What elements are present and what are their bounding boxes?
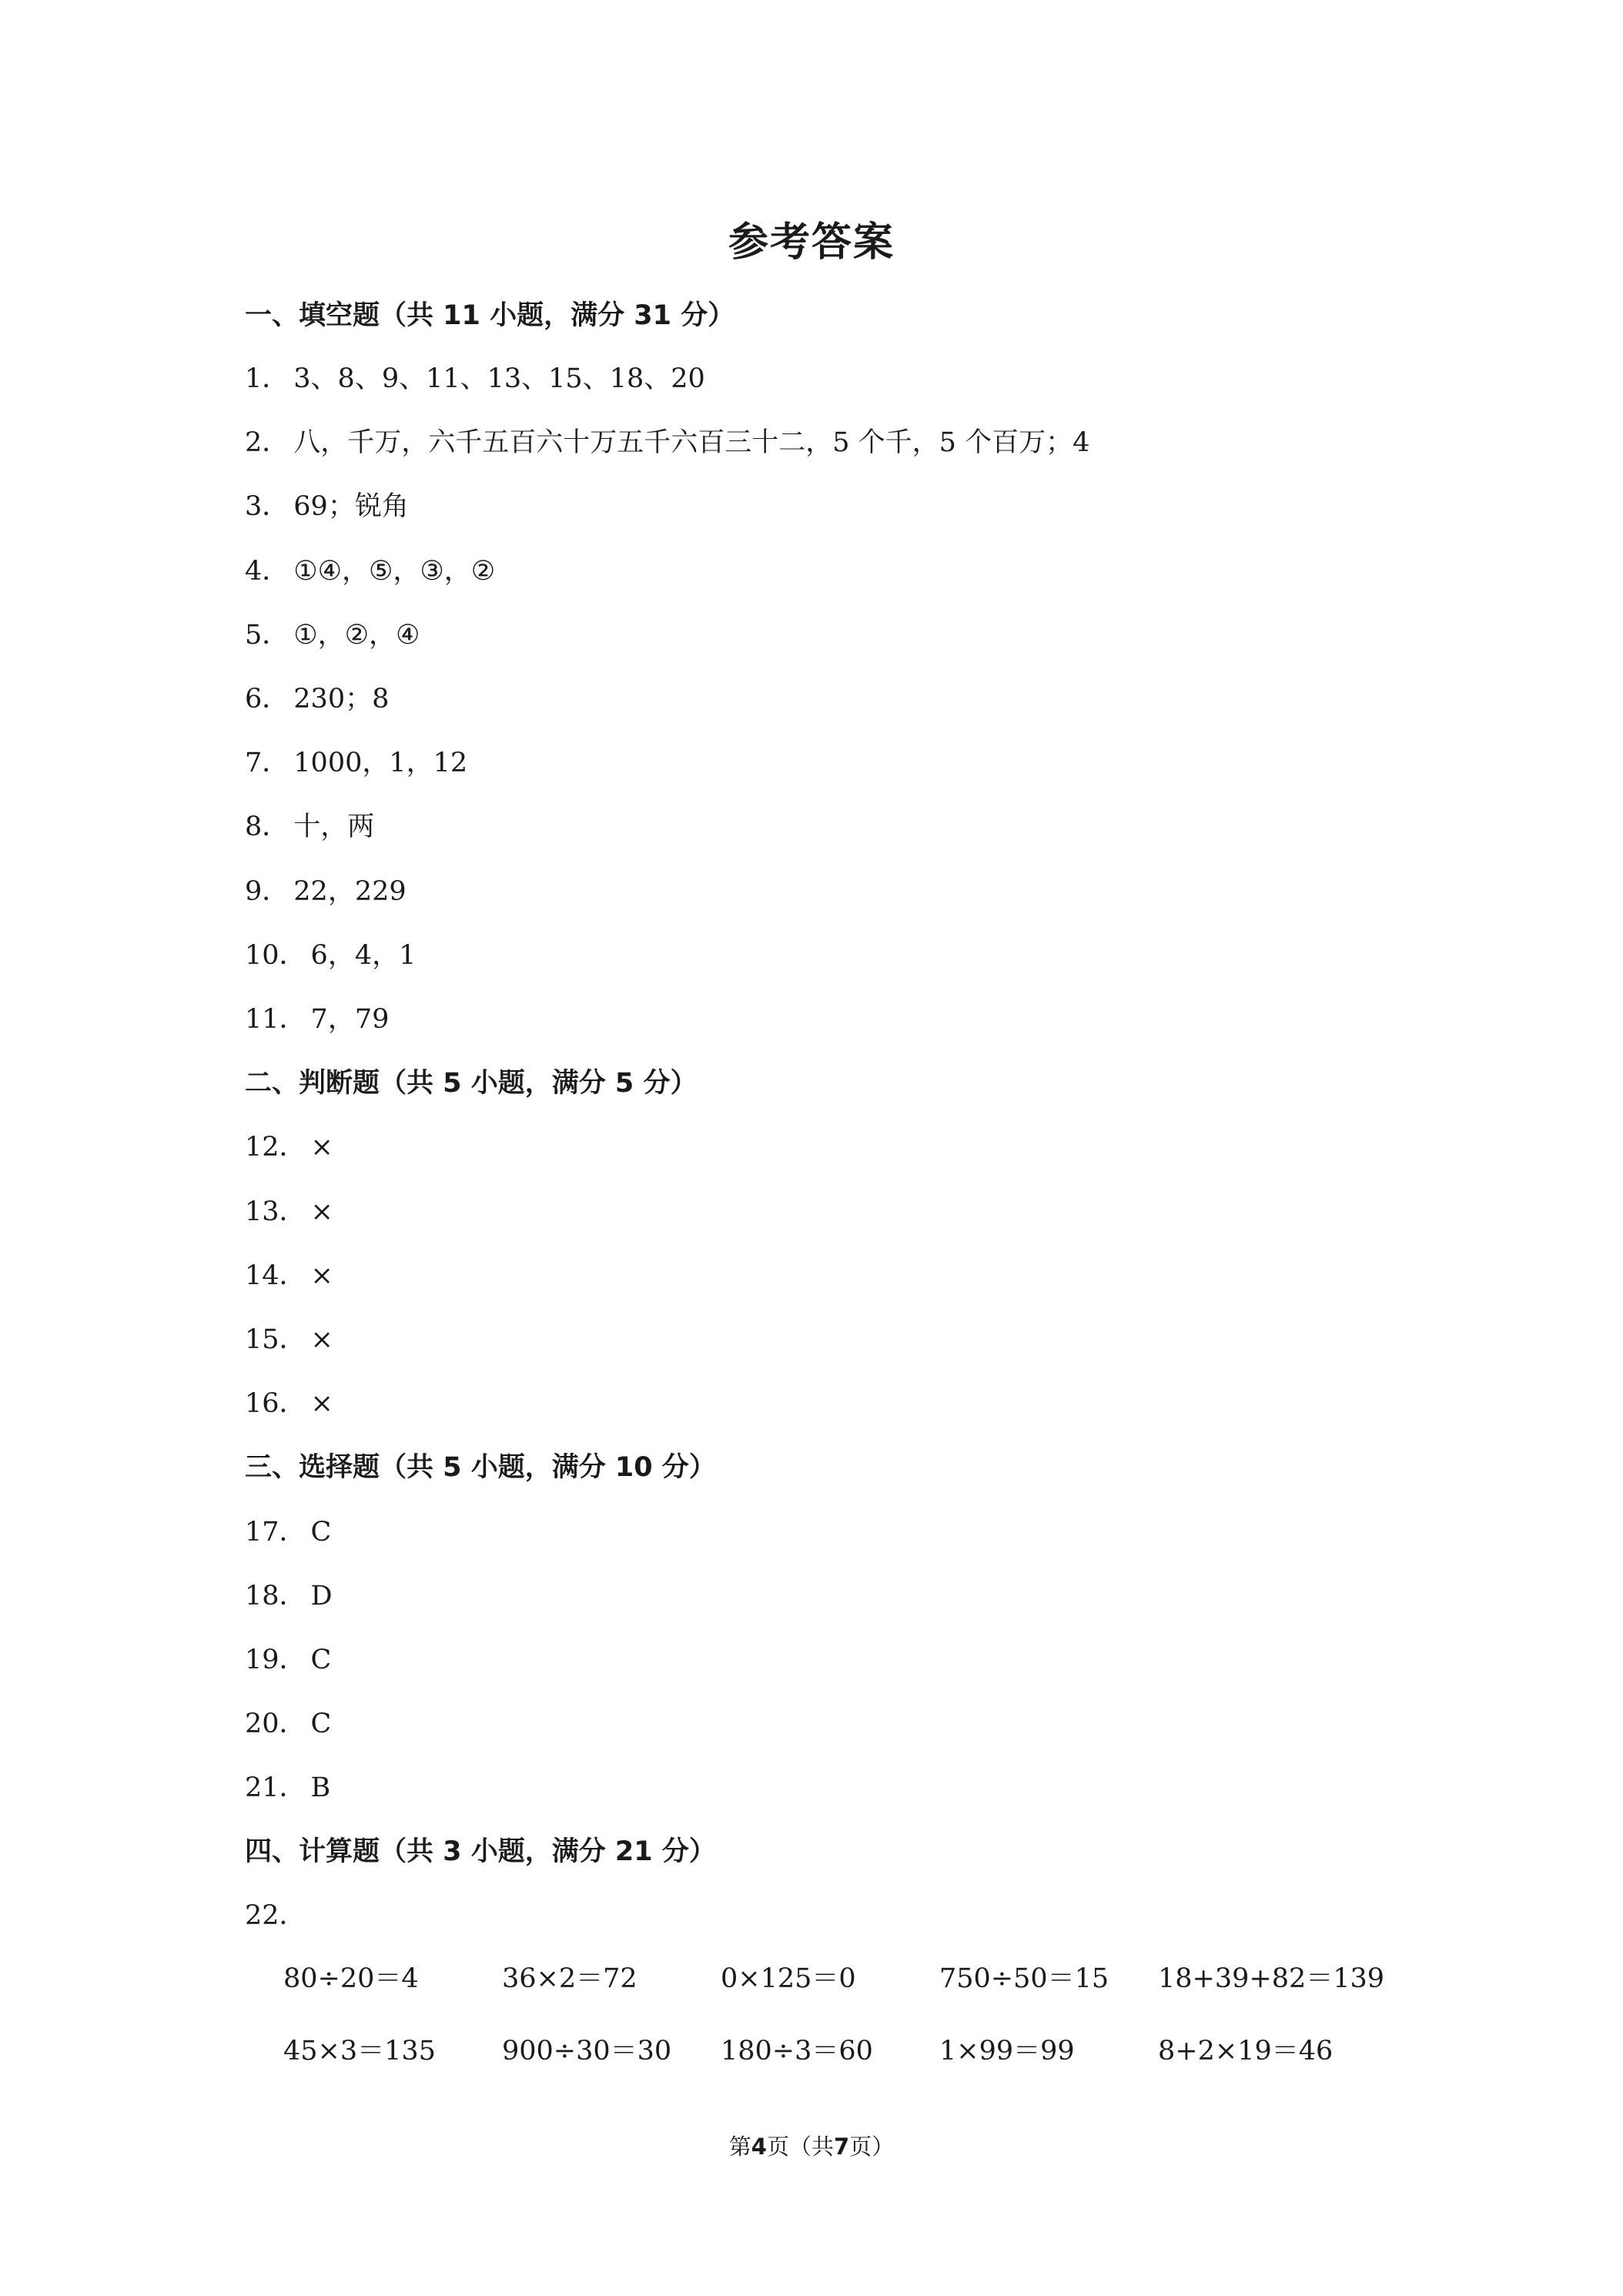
calculation-cell: 45×3＝135: [283, 2036, 436, 2067]
footer-total-pages: 7: [834, 2134, 850, 2160]
question-number: 13．: [245, 1197, 306, 1227]
footer-suffix: 页）: [849, 2134, 895, 2160]
question-number: 22．: [245, 1900, 306, 1931]
answer-row: [245, 1771, 330, 1805]
answer-text: B: [310, 1772, 331, 1803]
answer-text: 230；8: [293, 684, 390, 715]
calculation-row: [283, 1962, 1454, 2034]
section-heading-true-false: 二、判断题（共 5 小题，满分 5 分）: [245, 1068, 698, 1099]
question-number: 12．: [245, 1132, 306, 1163]
answer-text: 6，4，1: [310, 940, 417, 971]
calculation-cell: 80÷20＝4: [283, 1963, 419, 1994]
question-number: 3．: [245, 491, 289, 522]
answer-text: D: [310, 1581, 333, 1612]
calculation-cell: 18+39+82＝139: [1158, 1963, 1385, 1994]
answer-text: C: [310, 1517, 332, 1548]
calculation-cell: 0×125＝0: [721, 1963, 856, 1994]
calculation-cell: 8+2×19＝46: [1158, 2036, 1334, 2067]
answer-row: [245, 618, 420, 652]
answer-text: ×: [310, 1260, 333, 1291]
answer-row: [245, 1707, 331, 1741]
question-number: 17．: [245, 1517, 306, 1548]
answer-text: 69；锐角: [293, 491, 409, 522]
answer-row: [245, 1259, 333, 1293]
answer-row: [245, 1323, 333, 1357]
question-number: 4．: [245, 556, 289, 587]
answer-row: [245, 939, 416, 972]
page-title: 参考答案: [728, 219, 895, 266]
question-number: 10．: [245, 940, 306, 971]
answer-row: [245, 1643, 331, 1677]
calculation-cell: 36×2＝72: [502, 1963, 637, 1994]
calculation-row: [283, 2034, 1454, 2107]
answer-row: [245, 810, 374, 844]
answer-text: ×: [310, 1132, 333, 1163]
answer-row: [245, 1387, 333, 1421]
question-number: 20．: [245, 1709, 306, 1739]
calculation-cell: 750÷50＝15: [939, 1963, 1109, 1994]
question-number: 11．: [245, 1004, 306, 1035]
question-number: 6．: [245, 684, 289, 715]
answer-row: [245, 682, 389, 716]
answer-row: [245, 1515, 331, 1549]
footer-page-number: 4: [751, 2134, 767, 2160]
answer-text: ×: [310, 1197, 333, 1227]
answer-row: [245, 426, 1089, 460]
answer-row: [245, 875, 407, 909]
answer-row: [245, 490, 409, 524]
question-number: 2．: [245, 427, 289, 458]
question-number: 19．: [245, 1645, 306, 1675]
question-number: 21．: [245, 1772, 306, 1803]
answer-row: [245, 746, 467, 780]
calculation-cell: 1×99＝99: [939, 2036, 1075, 2067]
calculation-cell: 180÷3＝60: [721, 2036, 873, 2067]
answer-text: 7，79: [310, 1004, 390, 1035]
footer-prefix: 第: [728, 2134, 751, 2160]
question-number: 7．: [245, 748, 289, 778]
question-number: 5．: [245, 620, 289, 651]
answer-text: 3、8、9、11、13、15、18、20: [293, 363, 705, 394]
answer-row: [245, 1899, 311, 1933]
section-heading-calculation: 四、计算题（共 3 小题，满分 21 分）: [245, 1836, 716, 1867]
section-heading-fill-blank: 一、填空题（共 11 小题，满分 31 分）: [245, 300, 735, 331]
calculation-grid: [283, 1962, 1454, 2107]
question-number: 16．: [245, 1388, 306, 1419]
answer-text: C: [310, 1709, 332, 1739]
question-number: 9．: [245, 876, 289, 907]
question-number: 8．: [245, 812, 289, 842]
calculation-cell: 900÷30＝30: [502, 2036, 672, 2067]
answer-text: ①④，⑤，③，②: [293, 556, 496, 587]
answer-text: 十，两: [293, 812, 375, 842]
answer-text: 22，229: [293, 876, 407, 907]
section-heading-multiple-choice: 三、选择题（共 5 小题，满分 10 分）: [245, 1452, 716, 1483]
answer-row: [245, 1002, 389, 1036]
page-footer: [0, 2133, 1623, 2160]
question-number: 15．: [245, 1324, 306, 1355]
answer-text: 1000，1，12: [293, 748, 468, 778]
answer-row: [245, 1579, 333, 1613]
answer-row: [245, 1130, 333, 1164]
answer-text: ×: [310, 1388, 333, 1419]
question-number: 1．: [245, 363, 289, 394]
answer-row: [245, 554, 495, 588]
question-number: 14．: [245, 1260, 306, 1291]
answer-text: C: [310, 1645, 332, 1675]
answer-row: [245, 362, 705, 396]
answer-text: ①，②，④: [293, 620, 420, 651]
question-number: 18．: [245, 1581, 306, 1612]
answer-text: 八，千万，六千五百六十万五千六百三十二，5 个千，5 个百万；4: [293, 427, 1090, 458]
answer-row: [245, 1195, 333, 1229]
answer-text: ×: [310, 1324, 333, 1355]
footer-middle: 页（共: [766, 2134, 834, 2160]
